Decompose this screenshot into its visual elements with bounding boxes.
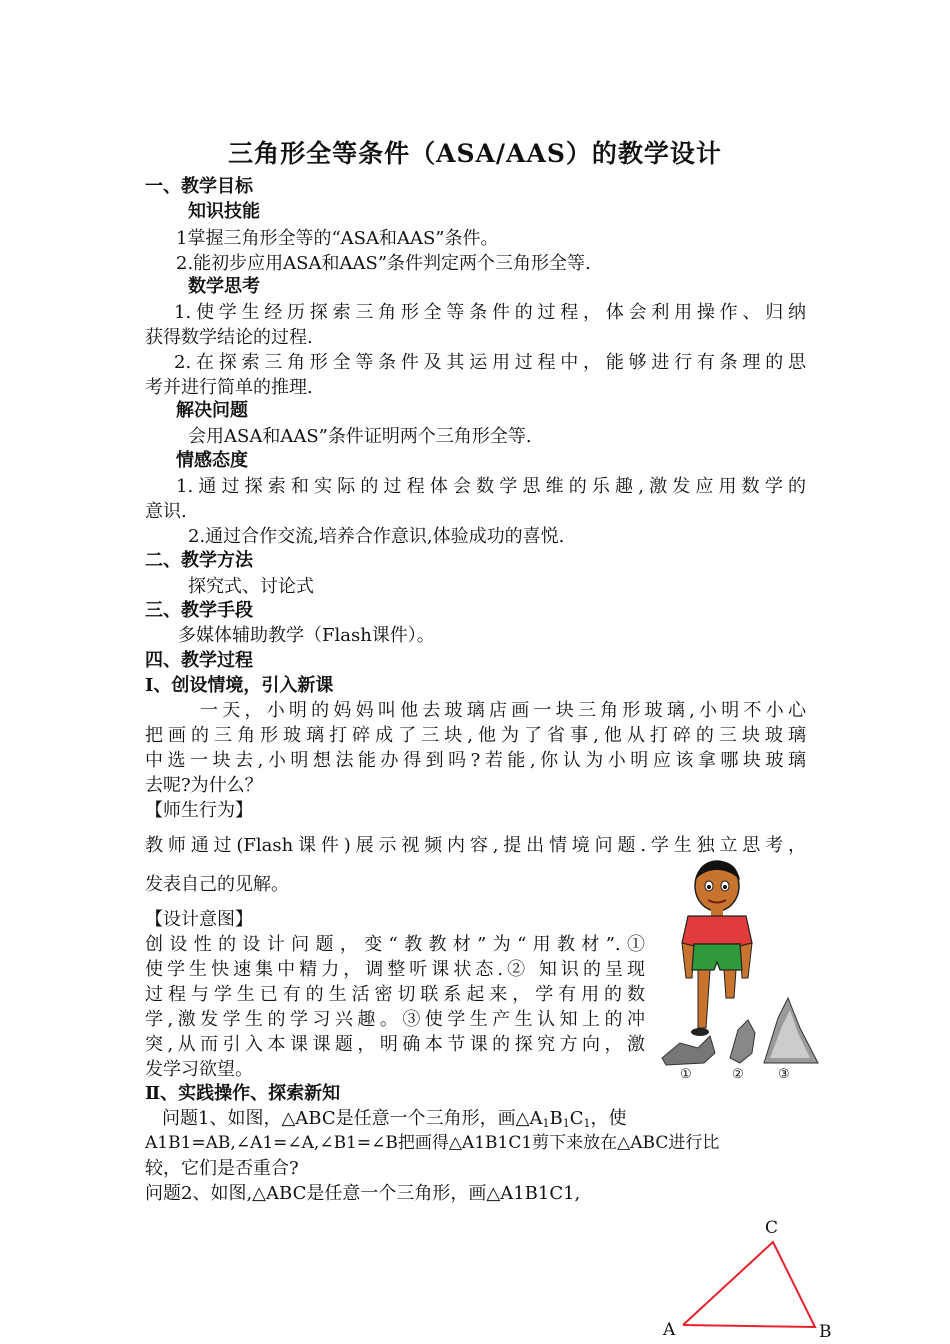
vertex-c-label: C <box>765 1218 779 1238</box>
intent-heading: 【设计意图】 <box>145 909 253 930</box>
thinking-item-1b: 获得数学结论的过程. <box>145 327 313 348</box>
means-text: 多媒体辅助教学（Flash课件）。 <box>178 625 435 646</box>
story-line-2: 把画的三角形玻璃打碎成了三块,他为了省事,他从打碎的三块玻璃 <box>145 725 806 746</box>
intent-line-1: 创设性的设计问题，变“教教材”为“用教材”.① <box>145 934 645 955</box>
stage-1-heading: Ⅰ、创设情境，引入新课 <box>145 675 334 696</box>
attitude-item-1a: 1.通过探索和实际的过程体会数学思维的乐趣,激发应用数学的 <box>176 476 806 497</box>
behavior-line-2: 发表自己的见解。 <box>145 874 289 895</box>
subheading-attitude: 情感态度 <box>176 450 248 471</box>
thinking-item-2b: 考并进行简单的推理. <box>145 377 313 398</box>
intent-line-4: 学,激发学生的学习兴趣。③使学生产生认知上的冲 <box>145 1009 645 1030</box>
section-heading-means: 三、教学手段 <box>145 600 253 621</box>
question-1-text: 问题1、如图，△ABC是任意一个三角形，画△A <box>162 1108 543 1129</box>
boy-broken-glass-illustration <box>660 858 820 1073</box>
intent-line-2: 使学生快速集中精力，调整听课状态.② 知识的呈现 <box>145 959 645 980</box>
story-line-3: 中选一块去,小明想法能办得到吗?若能,你认为小明应该拿哪块玻璃 <box>145 750 806 771</box>
subheading-math-thinking: 数学思考 <box>188 276 260 297</box>
story-line-4: 去呢?为什么？ <box>145 775 263 796</box>
triangle-abc-shape <box>683 1242 815 1327</box>
problem-item: 会用ASA和AAS”条件证明两个三角形全等. <box>188 426 532 447</box>
question-1-line-b: A1B1=AB,∠A1=∠A,∠B1=∠B把画得△A1B1C1剪下来放在△ABC进行比 <box>145 1133 720 1153</box>
intent-line-6: 发学习欲望。 <box>145 1059 253 1080</box>
intent-line-3: 过程与学生已有的生活密切联系起来，学有用的数 <box>145 984 645 1005</box>
knowledge-item-1: 1掌握三角形全等的“ASA和AAS”条件。 <box>176 228 499 249</box>
knowledge-item-2: 2.能初步应用ASA和AAS”条件判定两个三角形全等. <box>176 253 591 274</box>
vertex-b-label: B <box>819 1322 832 1342</box>
vertex-a-label: A <box>663 1320 676 1340</box>
method-text: 探究式、讨论式 <box>188 576 314 597</box>
piece-2-label: ② <box>732 1067 744 1082</box>
question-1-line-a: 问题1、如图，△ABC是任意一个三角形，画$\triangle A_1B_1C_1$，使 <box>162 1108 627 1130</box>
attitude-item-2: 2.通过合作交流,培养合作意识,体验成功的喜悦. <box>188 526 565 547</box>
section-heading-goals: 一、教学目标 <box>145 176 253 197</box>
intent-line-5: 突,从而引入本课课题，明确本节课的探究方向，激 <box>145 1034 645 1055</box>
attitude-item-1b: 意识. <box>145 501 187 522</box>
behavior-line-1: 教师通过(Flash课件)展示视频内容,提出情境问题.学生独立思考， <box>145 835 806 856</box>
thinking-item-2a: 2.在探索三角形全等条件及其运用过程中，能够进行有条理的思 <box>174 352 806 373</box>
stage-2-heading: Ⅱ、实践操作、探索新知 <box>145 1083 341 1104</box>
story-line-1: 一天，小明的妈妈叫他去玻璃店画一块三角形玻璃,小明不小心 <box>200 700 806 721</box>
question-1-line-c: 较，它们是否重合? <box>145 1158 299 1179</box>
triangle-abc-figure <box>655 1215 840 1344</box>
piece-1-label: ① <box>680 1067 692 1082</box>
section-heading-method: 二、教学方法 <box>145 550 253 571</box>
behavior-heading: 【师生行为】 <box>145 800 253 821</box>
subheading-knowledge: 知识技能 <box>188 201 260 222</box>
page-title: 三角形全等条件（ASA/AAS）的教学设计 <box>228 139 722 168</box>
subheading-problem-solving: 解决问题 <box>176 400 248 421</box>
section-heading-process: 四、教学过程 <box>145 650 253 671</box>
thinking-item-1a: 1.使学生经历探索三角形全等条件的过程，体会利用操作、归纳 <box>174 302 806 323</box>
question-2-line: 问题2、如图,△ABC是任意一个三角形，画△A1B1C1, <box>145 1183 581 1204</box>
piece-3-label: ③ <box>778 1067 790 1082</box>
